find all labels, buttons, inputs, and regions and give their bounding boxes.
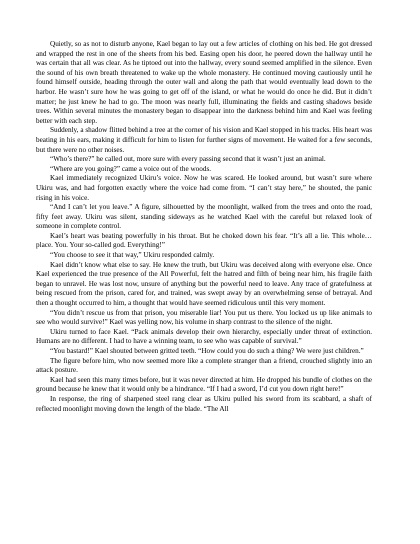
paragraph: Kael’s heart was beating powerfully in his throat. But he choked down his fear. “It’s all a lie. This whole…place. You. Your so-called god. Everything!”	[36, 231, 372, 250]
paragraph: “You choose to see it that way,” Ukiru responded calmly.	[50, 251, 215, 260]
paragraph: “You didn’t rescue us from that prison, you miserable liar! You put us there. You locked us up like animals to see who would survive!” Kael was yelling now, his volume in sharp contrast to the silence of the night.	[36, 308, 372, 327]
paragraph: Ukiru turned to face Kael. “Pack animals develop their own hierarchy, especially under threat of extinction. Humans are no different. I had to have a winning team, to see who was capable of survival.”	[36, 327, 372, 346]
paragraph: “Where are you going?” came a voice out of the woods.	[50, 164, 212, 173]
paragraph: Kael immediately recognized Ukiru’s voice. Now he was scared. He looked around, but wasn’t sure where Ukiru was, and had forgotten exactly where the voice had come from. “I can’t stay here,” he shouted, the panic rising in his voice.	[36, 174, 372, 202]
document-page	[36, 40, 372, 414]
paragraph: Quietly, so as not to disturb anyone, Kael began to lay out a few articles of clothing on his bed. He got dressed and wrapped the rest in one of the sheets from his bed. Easing open his door, he peered down the hallway until he was certain that all was clear. As he tiptoed out into the hallway, every sound seemed amplified in the silence. Even the sound of his own breath threatened to wake up the whole monastery. He continued moving cautiously until he found himself outside, heading through the outer wall and along the path that would eventually lead down to the harbor. He wasn’t sure how he was going to get off of the island, or what he would do once he did. But it didn’t matter; he just knew he had to go. The moon was nearly full, illuminating the fields and casting shadows beside trees. Within several minutes the monastery began to disappear into the darkness behind him and Kael was feeling better with each step.	[36, 40, 372, 125]
paragraph: “Who’s there?” he called out, more sure with every passing second that it wasn’t just an animal.	[50, 155, 326, 164]
paragraph: Suddenly, a shadow flitted behind a tree at the corner of his vision and Kael stopped in his tracks. His heart was beating in his ears, making it difficult for him to listen for further signs of movement. He waited for a few seconds, but there were no other noises.	[36, 126, 372, 154]
paragraph: “And I can’t let you leave.” A figure, silhouetted by the moonlight, walked from the trees and onto the road, fifty feet away. Ukiru was silent, standing sideways as he watched Kael with the careful but relaxed look of someone in complete control.	[36, 203, 372, 231]
paragraph: “You bastard!” Kael shouted between gritted teeth. “How could you do such a thing? We were just children.”	[50, 347, 364, 355]
paragraph: In response, the ring of sharpened steel rang clear as Ukiru pulled his sword from its scabbard, a shaft of reflected moonlight moving down the length of the blade. “The All	[36, 394, 372, 413]
paragraph: The figure before him, who now seemed more like a complete stranger than a friend, crouched slightly into an attack posture.	[36, 356, 372, 375]
paragraph: Kael didn’t know what else to say. He knew the truth, but Ukiru was deceived along with everyone else. Once Kael experienced the true presence of the All Powerful, felt the hatred and filth of being near him, his fragile faith began to unravel. He was lost now, unsure of anything but the powerful need to leave. Any trace of gratefulness at being rescued from the prison, cared for, and trained, was swept away by an overwhelming sense of betrayal. And then a thought occurred to him, a thought that would have seemed ridiculous until this very moment.	[36, 260, 372, 308]
paragraph: Kael had seen this many times before, but it was never directed at him. He dropped his bundle of clothes on the ground because he knew that it would only be a hindrance. “If I had a sword, I’d cut you down right here!”	[36, 375, 372, 394]
